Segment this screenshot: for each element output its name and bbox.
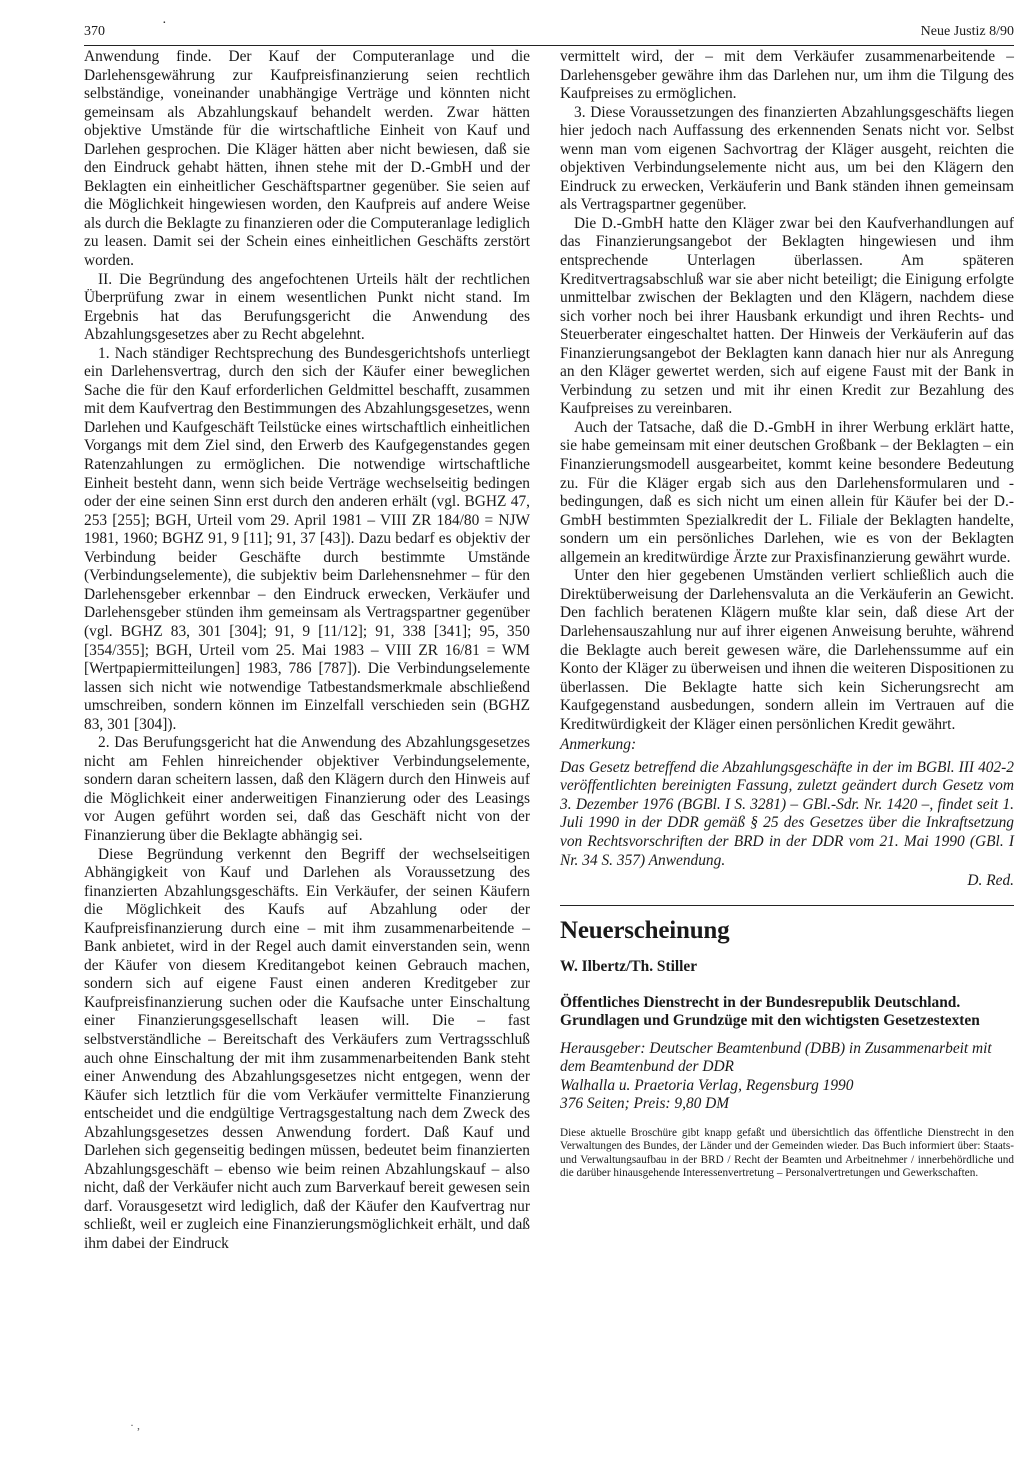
paragraph: Anwendung finde. Der Kauf der Computeranlage und die Darlehensgewährung zur Kaufpreisfinanzierung seien rechtlich selbständige, voneinander unabhängige Verträge und könnten nicht gemeinsam als Abzahlungskauf behandelt werden. Zwar hätten objektive Umstände für die wirtschaftliche Einheit von Kauf und Darlehen gesprochen. Die Kläger hätten aber nicht bewiesen, daß sie den Eindruck gehabt hätten, ihnen stehe mit der D.-GmbH und der Beklagten ein einheitlicher Geschäftspartner gegenüber. Sie seien auf die Möglichkeit hingewiesen worden, den Kaufpreis auf andere Weise als durch die Beklagte zu finanzieren oder die Computeranlage lediglich zu leasen. Damit sei der Schein eines einheitlichen Geschäfts zerstört worden. xyxy=(84,48,530,270)
stray-marks: · , xyxy=(130,1418,140,1432)
book-authors: W. Ilbertz/Th. Stiller xyxy=(560,957,698,975)
paragraph: Auch der Tatsache, daß die D.-GmbH in ihrer Werbung erklärt hatte, sie habe gemeinsam mit einer deutschen Großbank – der Beklagten – ein Finanzierungsmodell ausgearbeitet, kommt keine besondere Bedeutung zu. Für die Kläger ergab sich aus den Darlehensformularen und -bedingungen, daß es sich nicht um einen allein für Käufer bei der D.-GmbH bestimmten Spezialkredit der L. Filiale der Beklagten handelte, sondern um ein persönliches Darlehen, wie es von der Beklagten allgemein an kreditwürdige Ärzte zur Praxisfinanzierung gewährt wurde. xyxy=(560,418,1014,566)
section-divider xyxy=(560,905,1014,906)
paragraph: 1. Nach ständiger Rechtsprechung des Bundesgerichtshofs unterliegt ein Darlehensvertrag, durch den sich der Käufer einer beweglichen Sache die für den Kauf erforderlichen Geldmittel beschafft, zusammen mit dem Kaufvertrag den Bestimmungen des Abzahlungsgesetzes, wenn Darlehen und Kaufgeschäft Teilstücke eines wirtschaftlich einheitlichen Vorgangs mit dem Ziel sind, den Erwerb des Kaufgegenstandes gegen Ratenzahlungen zu ermöglichen. Die notwendige wirtschaftliche Einheit besteht dann, wenn sich beide Verträge wechselseitig bedingen oder der eine seinen Sinn erst durch den anderen erhält (vgl. BGHZ 47, 253 [255]; BGH, Urteil vom 29. April 1981 – VIII ZR 184/80 = NJW 1981, 1960; BGHZ 91, 9 [11]; 91, 37 [43]). Dazu bedarf es objektiv der Verbindung beider Geschäfte durch bestimmte Umstände (Verbindungselemente), die subjektiv beim Darlehensnehmer – für den Darlehensgeber erkennbar – den Eindruck erwecken, Verkäufer und Darlehensgeber stünden ihm gemeinsam als Vertragspartner gegenüber (vgl. BGHZ 83, 301 [304]; 91, 9 [11/12]; 91, 338 [341]; 95, 350 [354/355]; BGH, Urteil vom 25. Mai 1983 – VIII ZR 16/81 = WM [Wertpapiermitteilungen] 1983, 786 [787]). Die Verbindungselemente lassen sich nicht wie notwendige Tatbestandsmerkmale abschließend umschreiben, sondern können im Einzelfall verschieden sein (BGHZ 83, 301 [304]). xyxy=(84,344,530,733)
paragraph: Diese Begründung verkennt den Begriff der wechselseitigen Abhängigkeit von Kauf und Darlehen als Voraussetzung des finanzierten Abzahlungsgeschäfts. Ein Verkäufer, der seinen Käufern die Möglichkeit des Kaufs auf Abzahlung oder der Kaufpreisfinanzierung durch eine – mit ihm zusammenarbeitende – Bank anbietet, wird in der Regel auch damit einverstanden sein, wenn der Käufer von diesem Kreditangebot keinen Gebrauch machen, sondern sich auf eigene Faust einen anderen Kreditgeber zur Kaufpreisfinanzierung suchen oder die Kaufsache unter Einschaltung einer Finanzierungsgesellschaft leasen will. Die – fast selbstverständliche – Bereitschaft des Verkäufers zum Vertragsschluß auch ohne Einschaltung der mit ihm zusammenarbeitenden Bank steht einer Anwendung des Abzahlungsgesetzes nicht entgegen, wenn der Käufer sich letztlich für die vom Verkäufer vermittelte Finanzierung entscheidet und die endgültige Vertragsgestaltung nach dem Zweck des Abzahlungsgesetzes dessen Anwendung fordert. Daß Kauf und Darlehen sich gegenseitig bedingen müssen, bedeutet beim finanzierten Abzahlungsgeschäft – ebenso wie beim reinen Abzahlungskauf – also nicht, daß der Verkäufer nicht auch zum Barverkauf bereit gewesen sein darf. Vorausgesetzt wird lediglich, daß der Käufer den Kaufvertrag nur schließt, weil er zugleich eine Finanzierungsmöglichkeit erhält, und daß ihm dabei der Eindruck xyxy=(84,845,530,1252)
page-number: 370 xyxy=(84,24,105,39)
header-rule xyxy=(84,45,1014,46)
section-heading: Neuerscheinung xyxy=(560,916,730,944)
left-column xyxy=(84,48,530,1254)
journal-reference: Neue Justiz 8/90 xyxy=(920,24,1014,39)
header-dot: · xyxy=(162,16,167,31)
paragraph: Die D.-GmbH hatte den Kläger zwar bei den Kaufverhandlungen auf das Finanzierungsangebot der Beklagten hingewiesen und ihm entsprechende Unterlagen überlassen. Am späteren Kreditvertragsabschluß war sie aber nicht beteiligt; die Einigung erfolgte unmittelbar zwischen der Beklagten und den Klägern, nachdem diese sich vorher noch bei ihrer Hausbank erkundigt und ihren Rechts- und Steuerberater eingeschaltet hatten. Der Hinweis der Verkäuferin auf das Finanzierungsangebot der Beklagten kann danach hier nur als Anregung an den Kläger gewertet werden, sich auf eigene Faust mit der Bank in Verbindung zu setzen und mit ihr einen Kredit zur Bezahlung des Kaufpreises zu vereinbaren. xyxy=(560,214,1014,418)
paragraph: 2. Das Berufungsgericht hat die Anwendung des Abzahlungsgesetzes nicht am Fehlen hinreichender objektiver Verbindungselemente, sondern daran scheitern lassen, daß den Klägern durch den Hinweis auf die Möglichkeit einer anderweitigen Finanzierung oder des Leasings vor Augen geführt worden sei, daß das Geschäft nicht von der Finanzierung über die Beklagte abhängig sei. xyxy=(84,734,530,844)
annotation-text: Das Gesetz betreffend die Abzahlungsgeschäfte in der im BGBl. III 402-2 veröffentlichten bereinigten Fassung, zuletzt geändert durch Gesetz vom 3. Dezember 1976 (BGBl. I S. 3281) – GBl.-Sdr. Nr. 1420 –, findet seit 1. Juli 1990 in der DDR gemäß § 25 des Gesetzes über die Inkraftsetzung von Rechtsvorschriften der BRD in der DDR vom 21. Mai 1990 (GBl. I Nr. 34 S. 357) Anwendung. xyxy=(560,758,1014,869)
publisher-line: 376 Seiten; Preis: 9,80 DM xyxy=(560,1094,730,1112)
paragraph: Unter den hier gegebenen Umständen verliert schließlich auch die Direktüberweisung der Darlehensvaluta an die Verkäuferin an Gewicht. Den fachlich beratenen Klägern mußte klar sein, daß diese Art der Darlehensauszahlung nur auf ihrer eigenen Anweisung beruhte, während die Beklagte auch bereit gewesen wäre, die Darlehenssumme auf ein Konto der Kläger zu überweisen und ihnen die weiteren Dispositionen zu überlassen. Die Beklagte hatte sich kein Sicherungsrecht am Kaufgegenstand ausbedungen, sondern allein im Vertrauen auf die Kreditwürdigkeit der Kläger einen persönlichen Kredit gewährt. xyxy=(560,567,1014,733)
paragraph: II. Die Begründung des angefochtenen Urteils hält der rechtlichen Überprüfung zwar in einem wesentlichen Punkt nicht stand. Im Ergebnis hat das Berufungsgericht die Anwendung des Abzahlungsgesetzes aber zu Recht abgelehnt. xyxy=(84,270,530,344)
book-blurb: Diese aktuelle Broschüre gibt knapp gefaßt und übersichtlich das öffentliche Dienstrecht in den Verwaltungen des Bundes, der Länder und der Gemeinden wieder. Das Buch informiert über: Staats- und Verwaltungsaufbau in der BRD / Recht der Beamten und Arbeitnehmer / innerbehördliche und die darüber hinausgehende Interessenvertretung – Personalvertretungen und Gewerkschaften. xyxy=(560,1126,1014,1180)
publisher-line: Walhalla u. Praetoria Verlag, Regensburg 1990 xyxy=(560,1076,854,1094)
annotation-signature: D. Red. xyxy=(967,872,1014,890)
annotation-label: Anmerkung: xyxy=(560,736,637,754)
book-title: Öffentliches Dienstrecht in der Bundesrepublik Deutschland. Grundlagen und Grundzüge mit den wichtigsten Gesetzestexten xyxy=(560,994,980,1030)
publisher-line: Herausgeber: Deutscher Beamtenbund (DBB) in Zusammenarbeit mit dem Beamtenbund der DDR xyxy=(560,1040,992,1076)
page-header xyxy=(84,16,1014,46)
right-column xyxy=(560,48,1014,1181)
book-publisher-info xyxy=(560,1040,1014,1113)
paragraph: vermittelt wird, der – mit dem Verkäufer zusammenarbeitende – Darlehensgeber gewähre ihm das Darlehen nur, um ihm die Tilgung des Kaufpreises zu ermöglichen. xyxy=(560,48,1014,103)
paragraph: 3. Diese Voraussetzungen des finanzierten Abzahlungsgeschäfts liegen hier jedoch nach Auffassung des erkennenden Senats nicht vor. Selbst wenn man vom eigenen Sachvortrag der Kläger ausgeht, reichten die objektiven Verbindungselemente nicht aus, um bei den Klägern den Eindruck zu erwecken, Verkäuferin und Bank ständen ihnen gemeinsam als Vertragspartner gegenüber. xyxy=(560,103,1014,214)
